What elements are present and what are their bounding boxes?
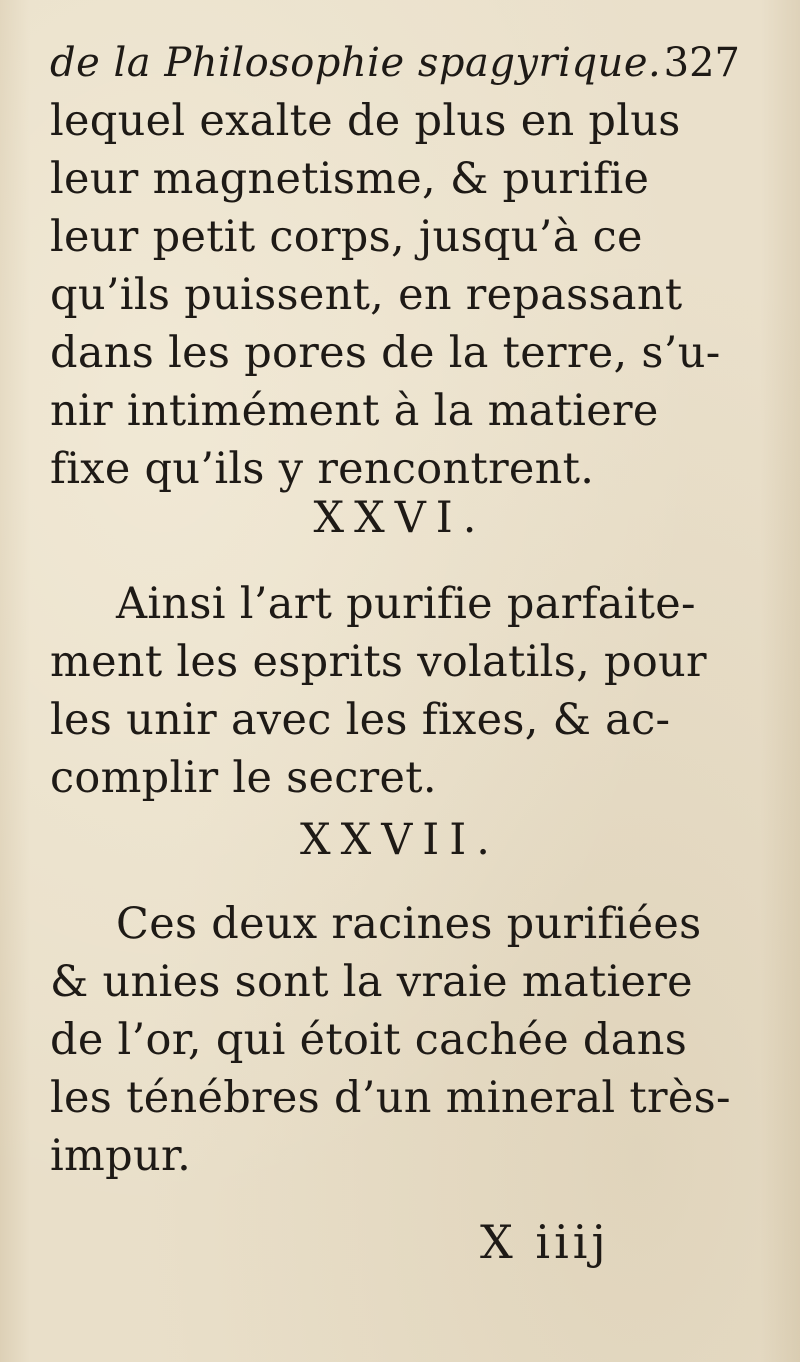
text-line: lequel exalte de plus en plus: [50, 96, 681, 146]
page-number: 327: [663, 40, 740, 86]
text-line: Ces deux racines purifiées: [116, 899, 702, 949]
running-title: de la Philosophie spagyrique.: [50, 40, 662, 86]
text-line: leur petit corps, jusqu’à ce: [50, 212, 643, 262]
text-line: les unir avec les fixes, & ac-: [50, 695, 671, 745]
text-line: fixe qu’ils y rencontrent.: [50, 444, 595, 494]
section-number-26: XXVI.: [313, 493, 487, 543]
signature-mark: X iiij: [480, 1215, 610, 1269]
text-line: & unies sont la vraie matiere: [50, 957, 693, 1007]
paragraph-continuation: [50, 92, 721, 498]
text-line: Ainsi l’art purifie parfaite-: [116, 579, 696, 629]
text-line: impur.: [50, 1131, 192, 1181]
text-line: leur magnetisme, & purifie: [50, 154, 650, 204]
text-line: de l’or, qui étoit cachée dans: [50, 1015, 688, 1065]
text-line: complir le secret.: [50, 753, 437, 803]
section-26-paragraph: [50, 575, 707, 807]
text-line: qu’ils puissent, en repassant: [50, 270, 683, 320]
section-number-27: XXVII.: [300, 815, 500, 865]
text-line: nir intimément à la matiere: [50, 386, 659, 436]
text-line: les ténébres d’un mineral très-: [50, 1073, 731, 1123]
section-27-paragraph: [50, 895, 731, 1185]
text-line: ment les esprits volatils, pour: [50, 637, 707, 687]
text-line: dans les pores de la terre, s’u-: [50, 328, 721, 378]
running-head: [50, 40, 740, 92]
